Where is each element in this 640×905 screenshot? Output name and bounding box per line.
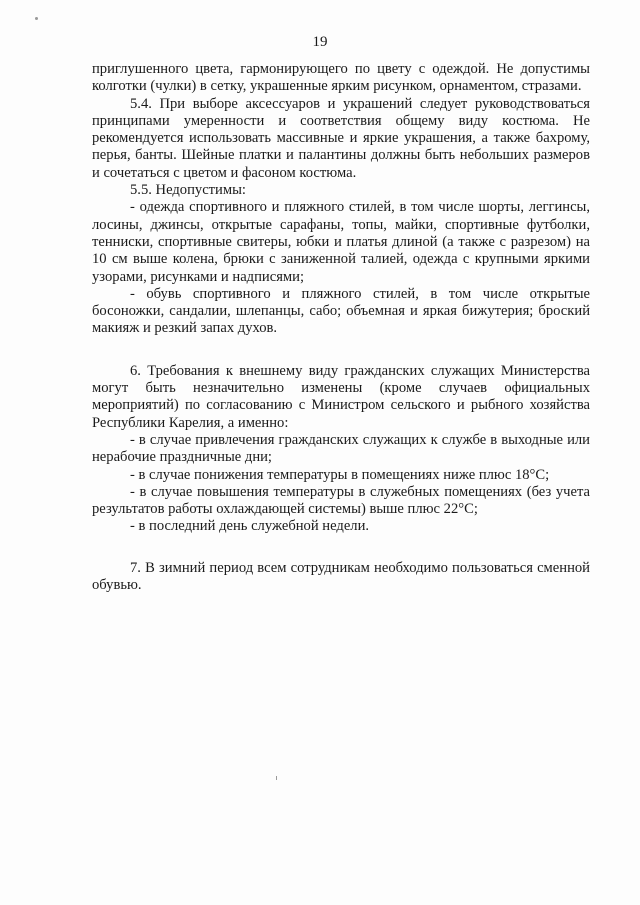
paragraph-5-5-heading: 5.5. Недопустимы: bbox=[130, 182, 246, 199]
list-item-high-temperature: - в случае повышения температуры в служебных помещениях (без учета результатов работы охлаждающей системы) выше плюс 22°С; bbox=[92, 483, 590, 518]
paragraph-hosiery-continued: приглушенного цвета, гармонирующего по цвету с одеждой. Не допустимы колготки (чулки) в сетку, украшенные ярким рисунком, орнаментом, стразами. bbox=[92, 61, 590, 95]
list-item-weekend-duty: - в случае привлечения гражданских служащих к службе в выходные или нерабочие праздничные дни; bbox=[92, 431, 590, 466]
list-item-footwear: - обувь спортивного и пляжного стилей, в том числе открытые босоножки, сандалии, шлепанцы, сабо; объемная и яркая бижутерия; броский макияж и резкий запах духов. bbox=[92, 285, 590, 337]
paragraph-7-winter-shoes: 7. В зимний период всем сотрудникам необходимо пользоваться сменной обувью. bbox=[92, 559, 590, 594]
paragraph-6-requirements: 6. Требования к внешнему виду гражданских служащих Министерства могут быть незначительно изменены (кроме случаев официальных мероприятий) по согласованию с Министром сельского и рыбного хозяйства Республики Карелия, а именно: bbox=[92, 362, 590, 431]
list-item-low-temperature: - в случае понижения температуры в помещениях ниже плюс 18°С; bbox=[130, 466, 550, 483]
page-number: 19 bbox=[312, 34, 328, 50]
document-body bbox=[92, 61, 590, 594]
list-item-last-workday: - в последний день служебной недели. bbox=[130, 518, 370, 535]
paragraph-5-4-accessories: 5.4. При выборе аксессуаров и украшений следует руководствоваться принципами умеренности и соответствия общему виду костюма. Не рекомендуется использовать массивные и яркие украшения, а также бахрому, перья, банты. Шейные платки и палантины должны быть небольших размеров и сочетаться с цветом и фасоном костюма. bbox=[92, 95, 590, 181]
scan-speck bbox=[35, 17, 38, 20]
list-item-clothing: - одежда спортивного и пляжного стилей, в том числе шорты, леггинсы, лосины, джинсы, открытые сарафаны, топы, майки, спортивные футболки, тенниски, спортивные свитеры, юбки и платья длиной (а также с разрезом) на 10 см выше колена, брюки с заниженной талией, одежда с крупными яркими узорами, рисунками и надписями; bbox=[92, 199, 590, 285]
scan-speck bbox=[276, 776, 277, 780]
